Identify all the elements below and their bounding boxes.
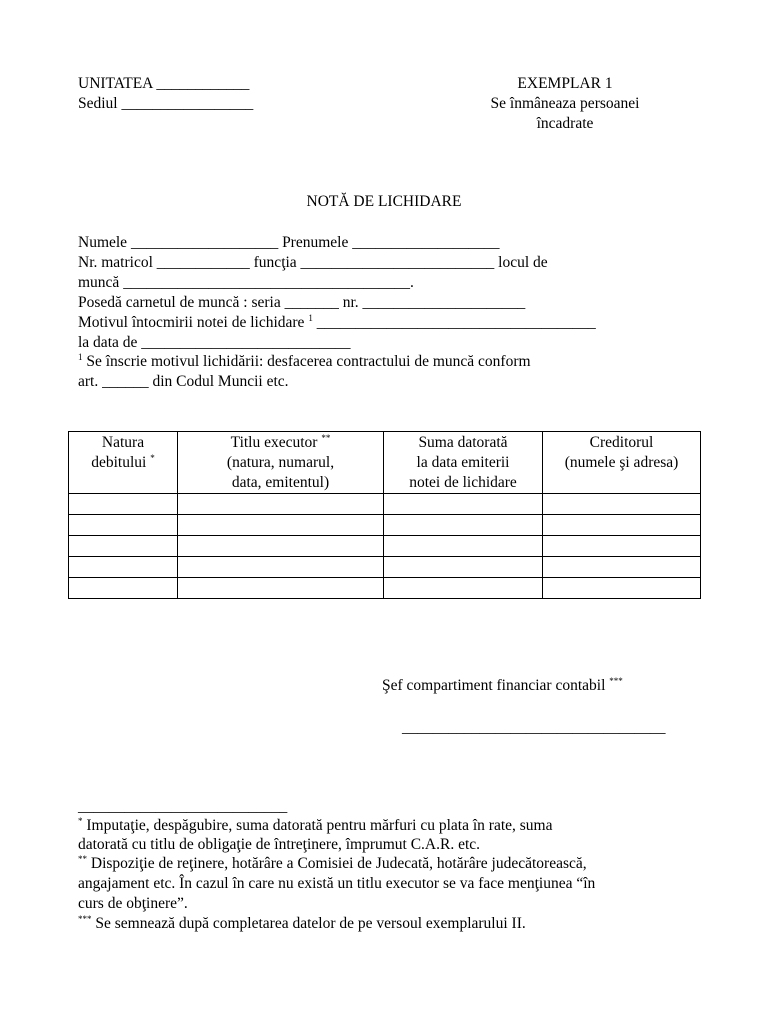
date-line: la data de ___________________________: [78, 334, 351, 351]
footnote-2-line2: angajament etc. În cazul în care nu există un titlu executor se va face menţiunea “în: [78, 875, 596, 892]
signature-footnote-mark: ***: [609, 676, 623, 686]
unit-line: UNITATEA ____________: [78, 75, 250, 92]
col-header-line: Suma datorată: [418, 434, 508, 451]
table-cell[interactable]: [178, 557, 384, 578]
table-cell[interactable]: [69, 578, 178, 599]
col-header-line: Creditorul: [589, 434, 654, 451]
document-title: NOTĂ DE LICHIDARE: [306, 193, 462, 210]
reason-line: [78, 313, 596, 333]
table-row: [69, 494, 701, 515]
signature-label: Şef compartiment financiar contabil ***: [382, 676, 623, 694]
footnote-1-mark: *: [78, 816, 83, 826]
table-row: [69, 578, 701, 599]
col-creditor: [543, 432, 701, 494]
footnote-3-line1: *** Se semnează după completarea datelor de pe versoul exemplarului II.: [78, 914, 526, 932]
table-cell[interactable]: [178, 494, 384, 515]
work-book-line: Posedă carnetul de muncă : seria _______ nr. _____________________: [78, 294, 526, 311]
col-header-line: (natura, numarul,: [226, 454, 335, 471]
reason-note-line: [78, 352, 531, 372]
col-header-line: notei de lichidare: [409, 474, 517, 491]
name-line: Numele ___________________ Prenumele ___________________: [78, 234, 500, 251]
col-header-line: la data emiterii: [416, 454, 510, 471]
table-cell[interactable]: [69, 557, 178, 578]
table-row: [69, 536, 701, 557]
table-cell[interactable]: [384, 494, 543, 515]
debts-table: [68, 431, 701, 599]
table-cell[interactable]: [543, 536, 701, 557]
footnote-2-line3: curs de obţinere”.: [78, 895, 188, 912]
col-header-line: data, emitentul): [231, 474, 330, 491]
table-cell[interactable]: [69, 494, 178, 515]
table-header-row: [69, 432, 701, 494]
table-cell[interactable]: [384, 578, 543, 599]
col-header-line: debitului *: [91, 453, 155, 471]
table-cell[interactable]: [543, 494, 701, 515]
copy-note-line1: Se înmâneaza persoanei: [490, 95, 640, 112]
reason-note-mark: 1: [78, 352, 83, 362]
footnote-1-line2: datorată cu titlu de obligaţie de întreţinere, împrumut C.A.R. etc.: [78, 836, 481, 853]
footnote-2-line1: ** Dispoziţie de reţinere, hotărâre a Comisiei de Judecată, hotărâre judecătorească,: [78, 854, 587, 872]
table-cell[interactable]: [69, 515, 178, 536]
workplace-line: muncă _____________________________________.: [78, 274, 414, 291]
table-cell[interactable]: [69, 536, 178, 557]
col-header-line: Titlu executor **: [230, 433, 331, 451]
col-amount-due: [384, 432, 543, 494]
reason-label: Motivul întocmirii notei de lichidare: [78, 314, 309, 331]
footnote-separator: ___________________________: [78, 798, 288, 815]
table-cell[interactable]: [543, 557, 701, 578]
footnote-2-mark: **: [78, 854, 87, 864]
signature-line[interactable]: __________________________________: [402, 719, 666, 736]
table-cell[interactable]: [384, 515, 543, 536]
table-cell[interactable]: [384, 536, 543, 557]
col-header-line: (numele şi adresa): [564, 454, 679, 471]
article-line: art. ______ din Codul Muncii etc.: [78, 373, 289, 390]
table-cell[interactable]: [178, 536, 384, 557]
reason-footnote-mark: 1: [308, 313, 313, 323]
col-debit-nature: [69, 432, 178, 494]
table-cell[interactable]: [384, 557, 543, 578]
matricol-line: Nr. matricol ____________ funcţia _________________________ locul de: [78, 254, 548, 271]
footnote-1-line1: * Imputaţie, despăgubire, suma datorată pentru mărfuri cu plata în rate, suma: [78, 816, 553, 834]
table-cell[interactable]: [543, 578, 701, 599]
reason-note-text: Se înscrie motivul lichidării: desfacerea contractului de muncă conform: [82, 353, 531, 370]
footnote-3-mark: ***: [78, 914, 92, 924]
col-header-line: Natura: [101, 434, 145, 451]
table-row: [69, 557, 701, 578]
col-footnote-mark: *: [150, 453, 155, 463]
table-row: [69, 515, 701, 536]
reason-blank: ____________________________________: [312, 314, 596, 331]
copy-label: EXEMPLAR 1: [517, 75, 613, 92]
col-enforcement-title: [178, 432, 384, 494]
copy-note-line2: încadrate: [536, 115, 594, 132]
table-cell[interactable]: [178, 578, 384, 599]
table-cell[interactable]: [178, 515, 384, 536]
col-footnote-mark: **: [321, 433, 331, 443]
table-cell[interactable]: [543, 515, 701, 536]
seat-line: Sediul _________________: [78, 95, 254, 112]
